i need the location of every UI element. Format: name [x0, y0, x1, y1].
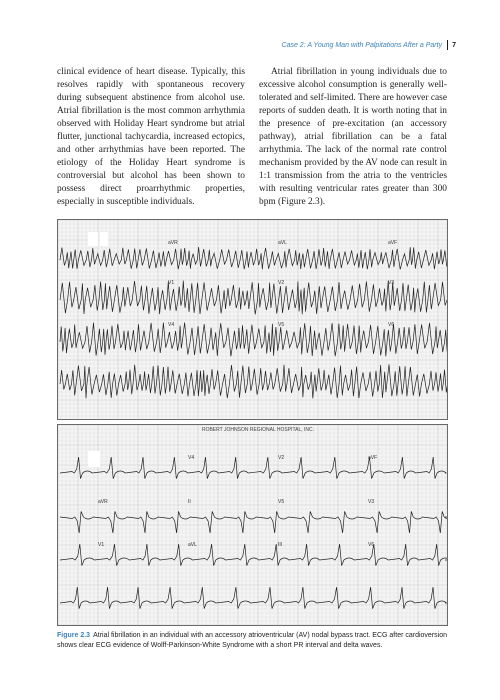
body-paragraph-right: Atrial fibrillation in young individuals due to excessive alcohol consumption is generally well-tolerated and self-limited. There are however case reports of sudden death. It is worth noting that in the presence of pre-excitation (an accessory pathway), atrial fibrillation can be a fatal arrhythmia. The lack of the normal rate control mechanism provided by the AV node can result in 1:1 transmission from the atria to the ventricles with resulting ventricular rates greater than 300 bpm (Figure 2.3).: [259, 67, 447, 207]
running-head-divider: [447, 40, 448, 50]
ecg-bottom-graphic: [58, 425, 447, 625]
lead-label-top-6: V4: [168, 322, 175, 328]
figure-caption: [57, 631, 449, 650]
page-number: 7: [452, 41, 456, 49]
calibration-mark-bottom: [88, 451, 100, 467]
lead-label-top-1: aVL: [278, 240, 287, 246]
lead-label-bottom-9: aVF: [368, 455, 378, 461]
lead-label-bottom-10: V3: [368, 499, 375, 505]
text-column-right: [259, 66, 447, 209]
running-head: [282, 40, 456, 50]
lead-label-bottom-5: aVL: [188, 542, 197, 548]
lead-label-bottom-6: V2: [278, 455, 285, 461]
lead-label-top-8: V6: [388, 322, 395, 328]
lead-label-top-2: aVF: [388, 240, 398, 246]
lead-label-top-0: aVR: [168, 240, 178, 246]
running-head-title: Case 2: A Young Man with Palpitations After a Party: [281, 41, 443, 49]
figure-label: Figure 2.3: [57, 632, 91, 639]
lead-label-bottom-1: aVR: [98, 499, 108, 505]
lead-label-bottom-3: V4: [188, 455, 195, 461]
ecg-top-graphic: [58, 220, 447, 419]
lead-label-bottom-2: V1: [98, 542, 105, 548]
lead-label-bottom-11: V6: [368, 542, 375, 548]
lead-label-bottom-8: III: [278, 542, 283, 548]
ecg-strip-wpw: [57, 424, 448, 626]
lead-label-top-3: V1: [168, 280, 175, 286]
lead-label-bottom-4: II: [188, 499, 191, 505]
ecg-strip-atrial-fibrillation: [57, 219, 448, 420]
text-column-left: [57, 66, 245, 209]
body-paragraph-left: clinical evidence of heart disease. Typically, this resolves rapidly with spontaneous recovery during subsequent abstinence from alcohol use. Atrial fibrillation is the most common arrhythmia observed with Holiday Heart syndrome but atrial flutter, junctional tachycardia, increased ectopics, and other arrhythmias have been reported. The etiology of the Holiday Heart syndrome is controversial but alcohol has been shown to possess direct proarrhythmic properties, especially in susceptible individuals.: [57, 67, 245, 207]
lead-label-top-4: V2: [278, 280, 285, 286]
hospital-header-strip: ROBERT JOHNSON REGIONAL HOSPITAL, INC.: [201, 427, 315, 433]
lead-label-top-5: V3: [388, 280, 395, 286]
lead-label-top-7: V5: [278, 322, 285, 328]
calibration-mark: [88, 232, 98, 246]
lead-label-bottom-7: V5: [278, 499, 285, 505]
figure-caption-text: Atrial fibrillation in an individual with an accessory atrioventricular (AV) nodal bypass tract. ECG after cardioversion shows clear ECG evidence of Wolff-Parkinson-White Syndrome with a short PR interval and delta waves.: [57, 632, 447, 649]
